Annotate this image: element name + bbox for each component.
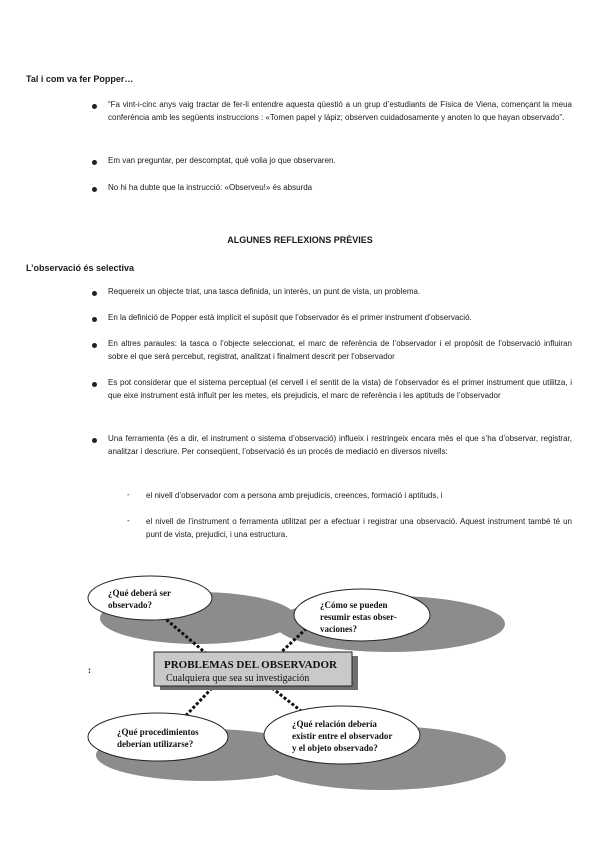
- question-bubble-procedures: [88, 713, 228, 761]
- side-mark: :: [88, 665, 91, 675]
- q2-line-2: resumir estas obser-: [320, 612, 397, 622]
- q3-line-2: deberían utilizarse?: [117, 739, 194, 749]
- q2-line-1: ¿Cómo se pueden: [320, 600, 388, 610]
- q4-line-1: ¿Qué relación debería: [292, 719, 377, 729]
- dash-marker: -: [127, 490, 130, 499]
- level-item-2: el nivell de l’instrument o ferramenta utilitzat per a efectuar i registrar una observació. Aquest instrument també té un punt de vista, prejudici, i una estructura.: [146, 517, 572, 539]
- q4-line-2: existir entre el observador: [292, 731, 393, 741]
- q1-line-1: ¿Qué deberá ser: [108, 588, 171, 598]
- section-title: ALGUNES REFLEXIONS PRÈVIES: [227, 235, 373, 245]
- popper-quote: “Fa vint-i-cinc anys vaig tractar de fer-li entendre aquesta qüestió a un grup d’estudiants de Física de Viena, començant la meua conferència amb les següents instruccions : «Tomen papel y lápiz; observen cuidadosamente y anoten lo que hayan observado”.: [108, 100, 572, 122]
- reflexion-bullet-5: Una ferramenta (és a dir, el instrument o sistema d’observació) influeix i restringeix encara més el que s’ha d’observar, registrar, analitzar i descriure. Per conseqüent, l’observació és un procés de mediació en diversos nivells:: [108, 434, 572, 456]
- popper-bullet-2: Em van preguntar, per descomptat, què volia jo que observaren.: [108, 156, 336, 165]
- reflexion-bullet-1: Requereix un objecte triat, una tasca definida, un interès, un punt de vista, un problema.: [108, 287, 421, 296]
- center-box-title: PROBLEMAS DEL OBSERVADOR: [164, 659, 338, 671]
- q2-line-3: vaciones?: [320, 624, 357, 634]
- section-subheading: L’observació és selectiva: [26, 263, 135, 273]
- question-bubble-observed: [88, 576, 212, 620]
- reflexion-bullet-2: En la definició de Popper està implícit el supòsit que l’observador és el primer instrument d’observació.: [108, 313, 472, 322]
- level-item-1: el nivell d’observador com a persona amb prejudicis, creences, formació i aptituds, i: [146, 491, 443, 500]
- reflexion-bullet-3: En altres paraules: la tasca o l’objecte seleccionat, el marc de referència de l’observador i el propòsit de l’observació influiran sobre el que serà percebut, registrat, analitzat i finalment descrit per l’observador: [108, 339, 572, 361]
- section-heading-popper: Tal i com va fer Popper…: [26, 74, 134, 84]
- reflexion-bullet-4: Es pot considerar que el sistema perceptual (el cervell i el sentit de la vista) de l’observador és el primer instrument que utilitza, i que eixe instrument està influït per les metes, els prejudicis, el marc de referència i les aptituds de l’observador: [108, 378, 572, 400]
- popper-bullet-3: No hi ha dubte que la instrucció: «Observeu!» és absurda: [108, 183, 313, 192]
- q4-line-3: y el objeto observado?: [292, 743, 378, 753]
- q1-line-2: observado?: [108, 600, 153, 610]
- q3-line-1: ¿Qué procedimientos: [117, 727, 199, 737]
- dash-marker: -: [127, 516, 130, 525]
- center-box-subtitle: Cualquiera que sea su investigación: [166, 673, 310, 684]
